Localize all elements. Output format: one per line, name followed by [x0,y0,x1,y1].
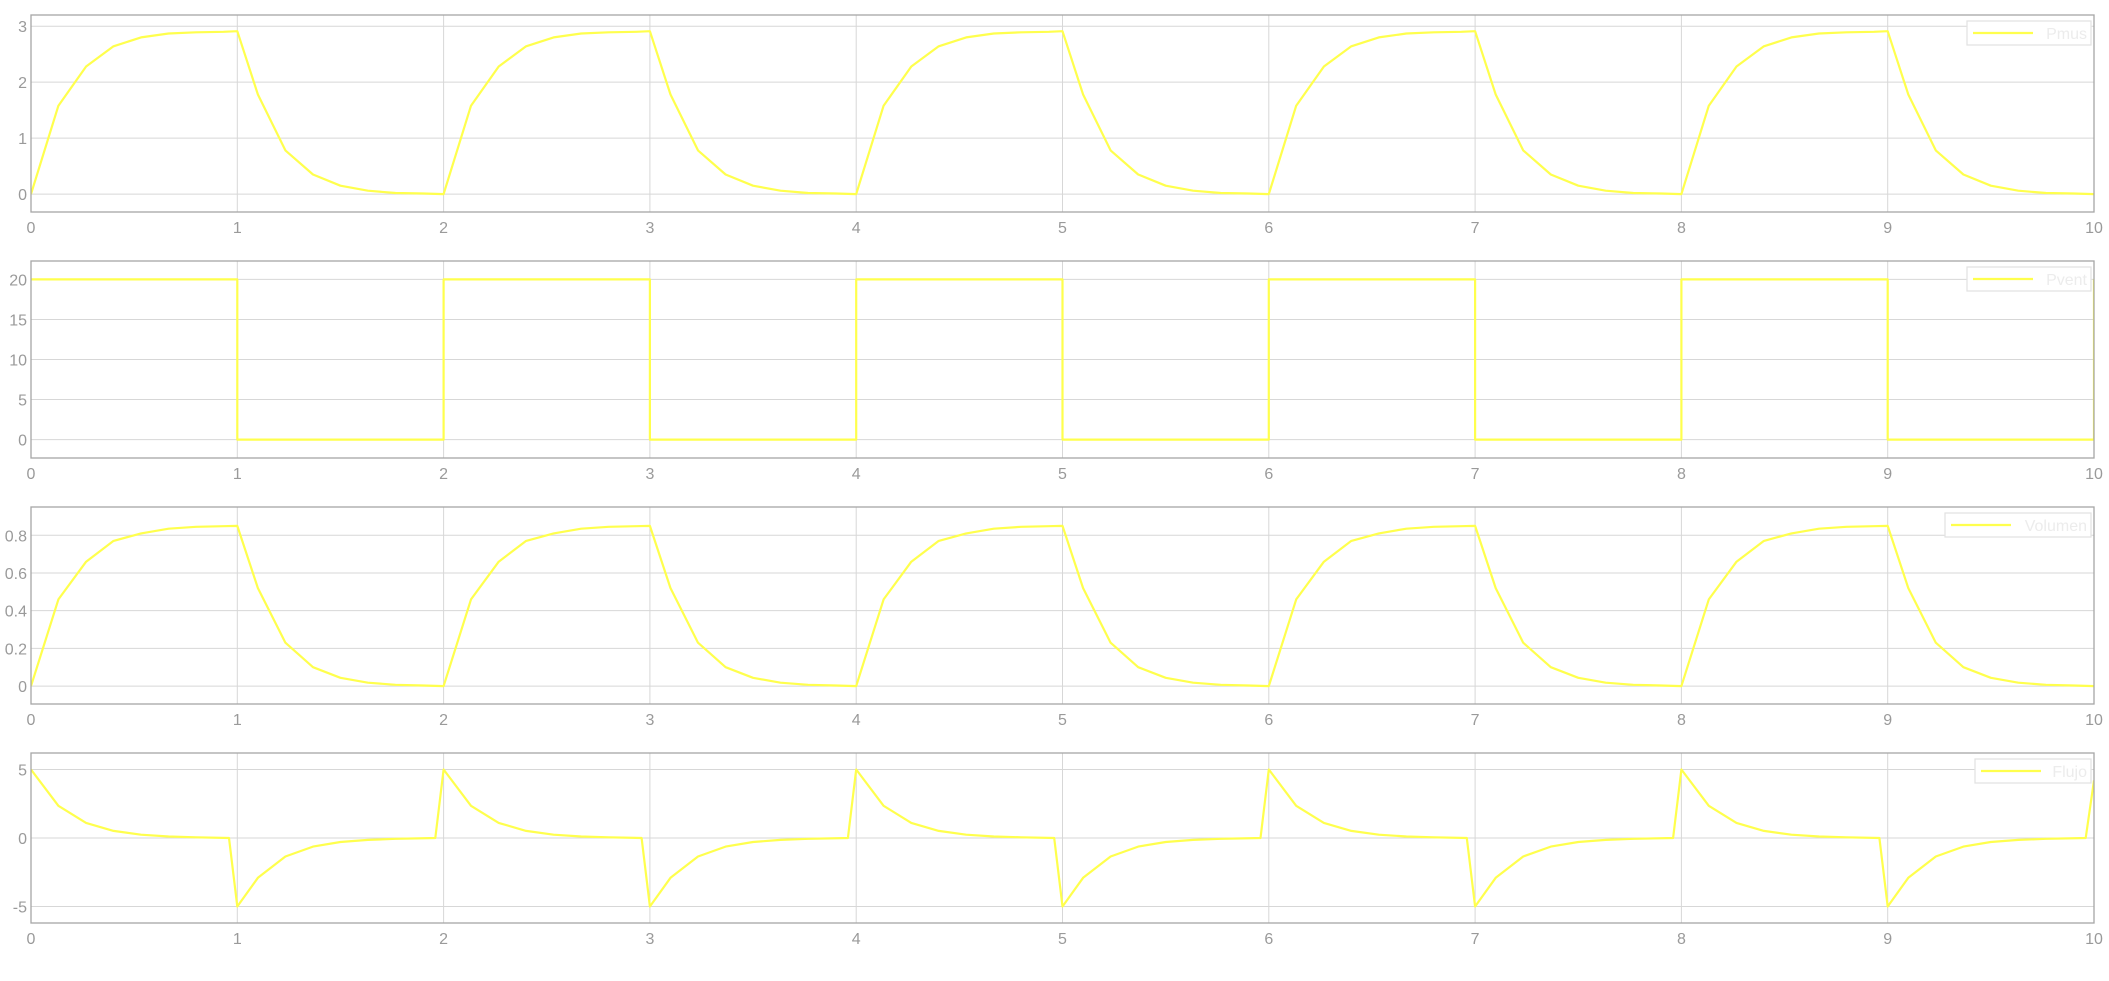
flujo-ytick-label: 0 [18,831,27,848]
flujo-xtick-label: 8 [1676,931,1686,948]
flujo-ytick-label: 5 [18,762,27,780]
pmus-xtick-label: 4 [851,220,861,237]
pmus-ytick-label: 1 [18,131,27,149]
volumen-ytick-label: 0.4 [4,603,27,621]
volumen-xtick-label: 4 [851,712,861,729]
pmus-xtick-label: 3 [645,220,655,237]
pvent-xtick-label: 2 [439,466,449,483]
pvent-ytick-label: 15 [9,312,27,330]
flujo-xtick-label: 4 [851,931,861,948]
pmus-xtick-label: 6 [1264,220,1274,237]
legend-label-flujo: Flujo [2052,764,2087,781]
pvent-xtick-label: 10 [2085,466,2103,483]
pmus-xtick-label: 8 [1676,220,1686,237]
pmus-ytick-label: 2 [18,75,27,93]
legend-label-volumen: Volumen [2024,518,2087,535]
flujo-xtick-label: 5 [1058,931,1067,948]
volumen-xtick-label: 10 [2085,712,2103,729]
pmus-xtick-label: 7 [1470,220,1480,237]
pvent-ytick-label: 0 [18,432,27,450]
flujo-xtick-label: 9 [1883,931,1893,948]
pvent-ytick-label: 10 [9,352,27,370]
pvent-xtick-label: 3 [645,466,655,483]
pvent-ytick-label: 5 [18,392,27,410]
volumen-xtick-label: 7 [1470,712,1480,729]
volumen-ytick-label: 0.8 [4,528,27,546]
volumen-xtick-label: 5 [1058,712,1067,729]
flujo-xtick-label: 10 [2085,931,2103,948]
pmus-xtick-label: 9 [1883,220,1893,237]
pvent-ytick-label: 20 [9,272,27,290]
pvent-xtick-label: 0 [26,466,36,483]
pmus-xtick-label: 1 [232,220,242,237]
volumen-ytick-label: 0 [18,679,27,697]
flujo-xtick-label: 2 [439,931,449,948]
volumen-xtick-label: 3 [645,712,655,729]
pvent-xtick-label: 7 [1470,466,1480,483]
volumen-xtick-label: 9 [1883,712,1893,729]
pmus-xtick-label: 0 [26,220,36,237]
pmus-xtick-label: 5 [1058,220,1067,237]
pvent-xtick-label: 5 [1058,466,1067,483]
flujo-xtick-label: 0 [26,931,36,948]
legend-label-pmus: Pmus [2046,26,2087,43]
volumen-xtick-label: 2 [439,712,449,729]
pvent-xtick-label: 1 [232,466,242,483]
flujo-xtick-label: 1 [232,931,242,948]
flujo-xtick-label: 6 [1264,931,1274,948]
pvent-xtick-label: 4 [851,466,861,483]
pmus-xtick-label: 10 [2085,220,2103,237]
volumen-xtick-label: 6 [1264,712,1274,729]
flujo-xtick-label: 7 [1470,931,1480,948]
pvent-xtick-label: 9 [1883,466,1893,483]
volumen-xtick-label: 1 [232,712,242,729]
pmus-xtick-label: 2 [439,220,449,237]
pvent-xtick-label: 6 [1264,466,1274,483]
legend-label-pvent: Pvent [2046,272,2087,289]
volumen-xtick-label: 0 [26,712,36,729]
volumen-xtick-label: 8 [1676,712,1686,729]
pmus-ytick-label: 3 [18,19,27,37]
flujo-ytick-label: -5 [12,899,27,917]
pmus-ytick-label: 0 [18,187,27,205]
flujo-xtick-label: 3 [645,931,655,948]
volumen-ytick-label: 0.2 [4,641,27,659]
volumen-ytick-label: 0.6 [4,565,27,583]
pvent-xtick-label: 8 [1676,466,1686,483]
